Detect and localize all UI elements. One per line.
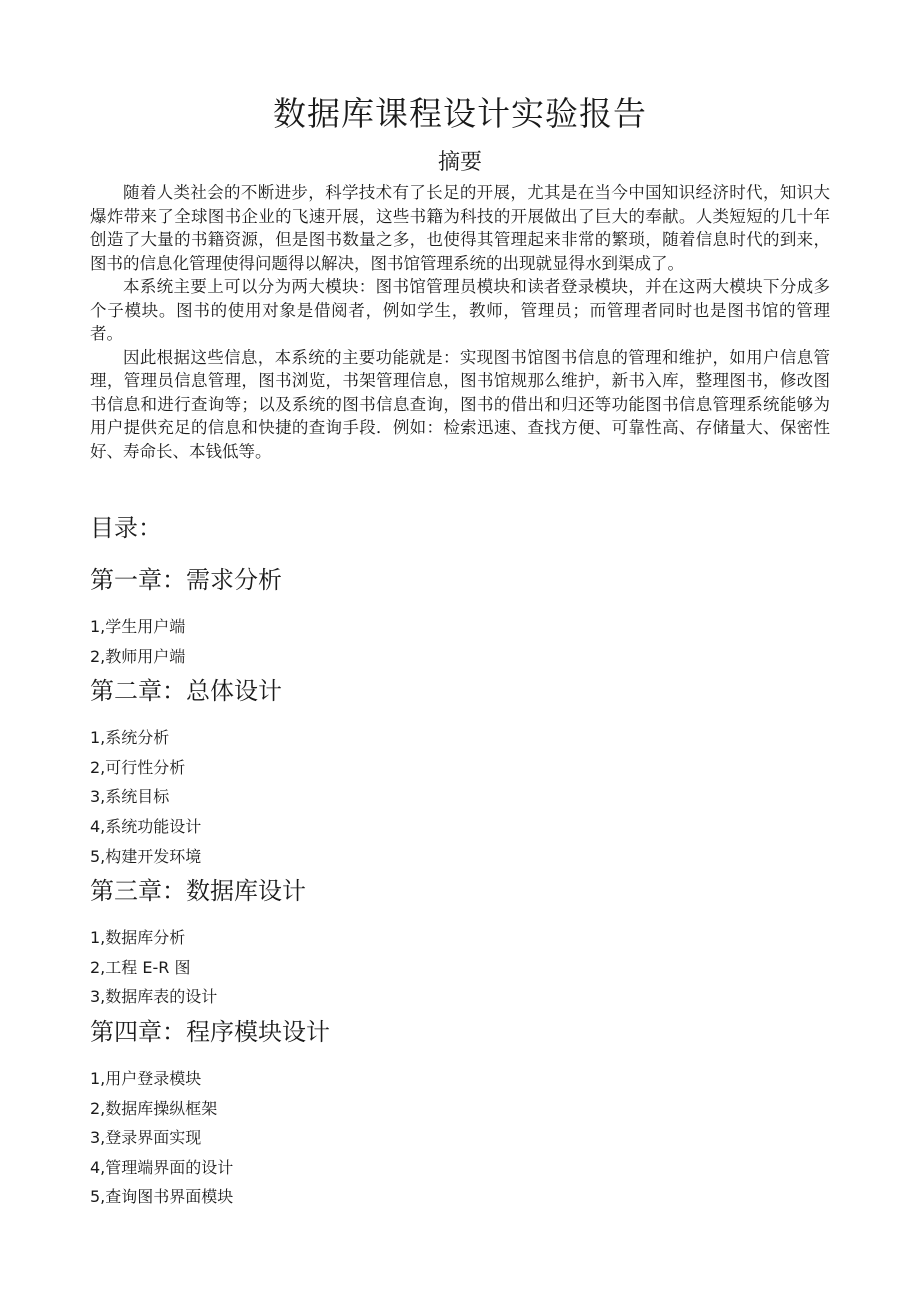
toc-item: 2,教师用户端	[90, 646, 186, 666]
toc-chapter	[90, 671, 830, 871]
chapter-title: 第四章：程序模块设计	[90, 1017, 330, 1046]
toc-item: 3,登录界面实现	[90, 1128, 202, 1148]
chapter-title: 第一章：需求分析	[90, 566, 282, 594]
abstract-body	[90, 181, 830, 463]
toc-item: 5,构建开发环境	[90, 846, 202, 866]
toc-item: 1,学生用户端	[90, 617, 186, 636]
chapter-title: 第二章：总体设计	[90, 677, 282, 706]
abstract-paragraph: 随着人类社会的不断进步，科学技术有了长足的开展，尤其是在当今中国知识经济时代，知识大爆炸带来了全球图书企业的飞速开展，这些书籍为科技的开展做出了巨大的奉献。人类短短的几十年创造了大量的书籍资源，但是图书数量之多，也使得其管理起来非常的繁琐，随着信息时代的到来，图书的信息化管理使得问题得以解决，图书馆管理系统的出现就显得水到渠成了。	[90, 183, 830, 273]
table-of-contents	[90, 508, 830, 1212]
toc-item: 4,系统功能设计	[90, 816, 202, 836]
toc-item: 1,系统分析	[90, 728, 170, 748]
toc-label: 目录：	[90, 514, 162, 542]
toc-item: 3,系统目标	[90, 787, 170, 807]
toc-item: 2,可行性分析	[90, 757, 186, 777]
toc-item: 1,用户登录模块	[90, 1068, 202, 1088]
abstract-heading: 摘要	[437, 150, 482, 175]
toc-item: 2,工程 E-R 图	[90, 957, 191, 977]
toc-chapter	[90, 871, 830, 1012]
toc-item: 5,查询图书界面模块	[90, 1187, 234, 1207]
chapter-title: 第三章：数据库设计	[90, 877, 306, 906]
toc-chapter	[90, 1012, 830, 1212]
toc-item: 4,管理端界面的设计	[90, 1157, 234, 1177]
document-title: 数据库课程设计实验报告	[273, 94, 647, 133]
toc-chapter	[90, 560, 830, 671]
abstract-paragraph: 因此根据这些信息，本系统的主要功能就是：实现图书馆图书信息的管理和维护，如用户信息管理，管理员信息管理，图书浏览，书架管理信息，图书馆规那么维护，新书入库，整理图书，修改图书信息和进行查询等；以及系统的图书信息查询，图书的借出和归还等功能图书信息管理系统能够为用户提供充足的信息和快捷的查询手段．例如：检索迅速、查找方便、可靠性高、存储量大、保密性好、寿命长、本钱低等。	[90, 347, 830, 461]
toc-item: 1,数据库分析	[90, 928, 186, 948]
toc-item: 3,数据库表的设计	[90, 987, 218, 1007]
toc-item: 2,数据库操纵框架	[90, 1098, 218, 1118]
abstract-paragraph: 本系统主要上可以分为两大模块：图书馆管理员模块和读者登录模块，并在这两大模块下分成多个子模块。图书的使用对象是借阅者，例如学生，教师，管理员；而管理者同时也是图书馆的管理者。	[90, 277, 830, 343]
